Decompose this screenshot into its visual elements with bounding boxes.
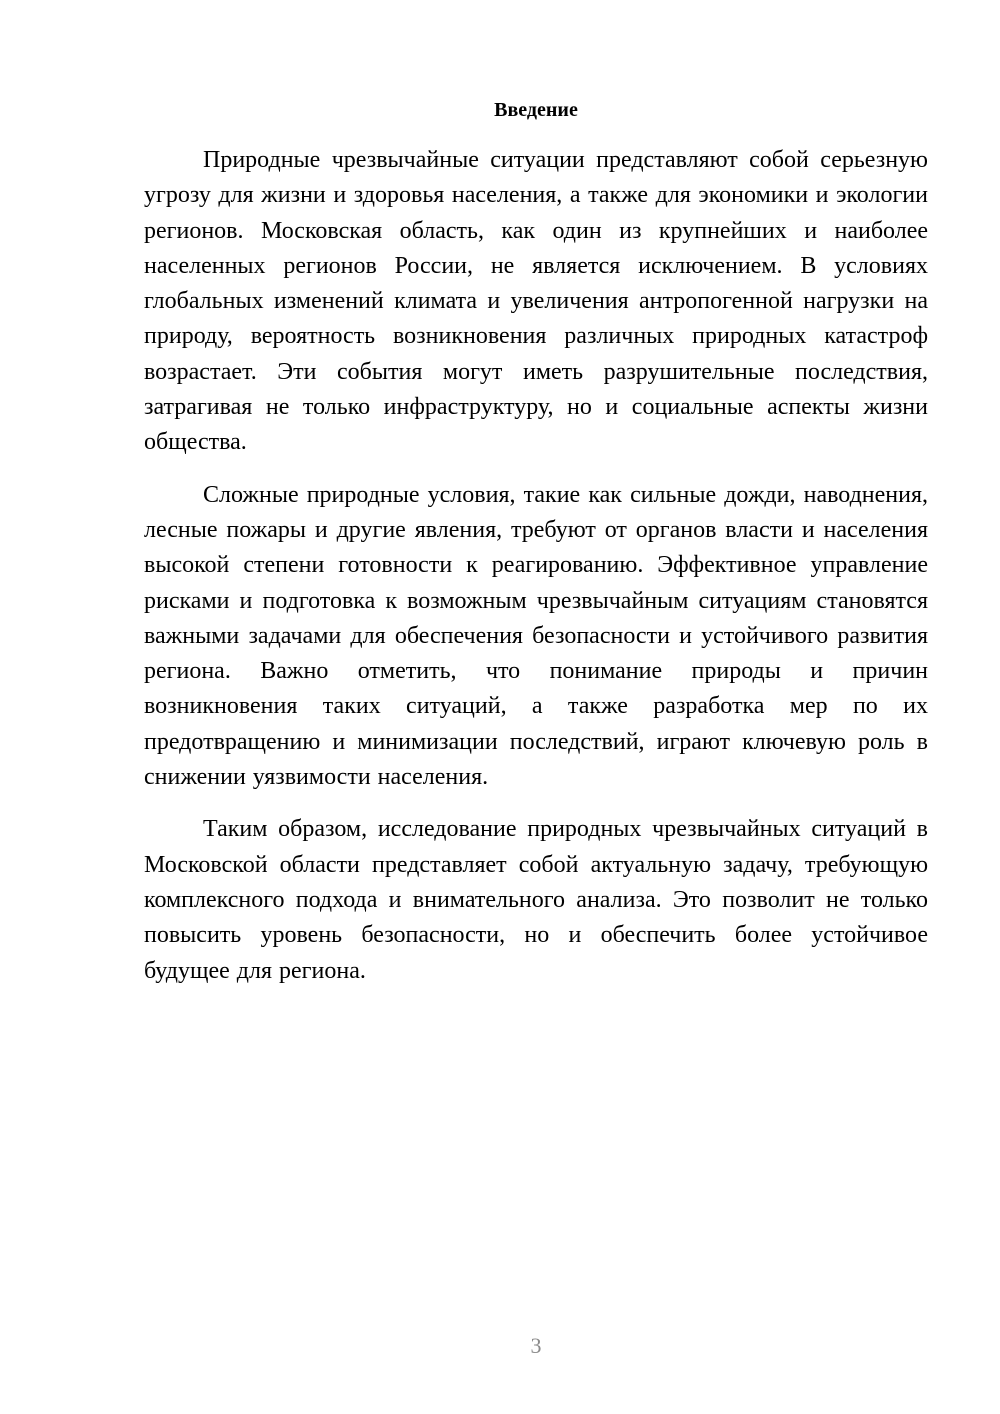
paragraph-3: Таким образом, исследование природных чрезвычайных ситуаций в Московской области представляет собой актуальную задачу, требующую комплексного подхода и внимательного анализа. Это позволит не только повысить уровень безопасности, но и обеспечить более устойчивое будущее для региона. [144, 816, 928, 984]
section-heading: Введение [494, 99, 578, 121]
page-number: 3 [530, 1333, 542, 1358]
paragraph-2: Сложные природные условия, такие как сильные дожди, наводнения, лесные пожары и другие явления, требуют от органов власти и населения высокой степени готовности к реагированию. Эффективное управление рисками и подготовка к возможным чрезвычайным ситуациям становятся важными задачами для обеспечения безопасности и устойчивого развития региона. Важно отметить, что понимание природы и причин возникновения таких ситуаций, а также разработка мер по их предотвращению и минимизации последствий, играют ключевую роль в снижении уязвимости населения. [144, 481, 928, 791]
paragraph-1: Природные чрезвычайные ситуации представляют собой серьезную угрозу для жизни и здоровья населения, а также для экономики и экологии регионов. Московская область, как один из крупнейших и наиболее населенных регионов России, не является исключением. В условиях глобальных изменений климата и увеличения антропогенной нагрузки на природу, вероятность возникновения различных природных катастроф возрастает. Эти события могут иметь разрушительные последствия, затрагивая не только инфраструктуру, но и социальные аспекты жизни общества. [144, 147, 928, 456]
page-content [144, 95, 928, 1006]
